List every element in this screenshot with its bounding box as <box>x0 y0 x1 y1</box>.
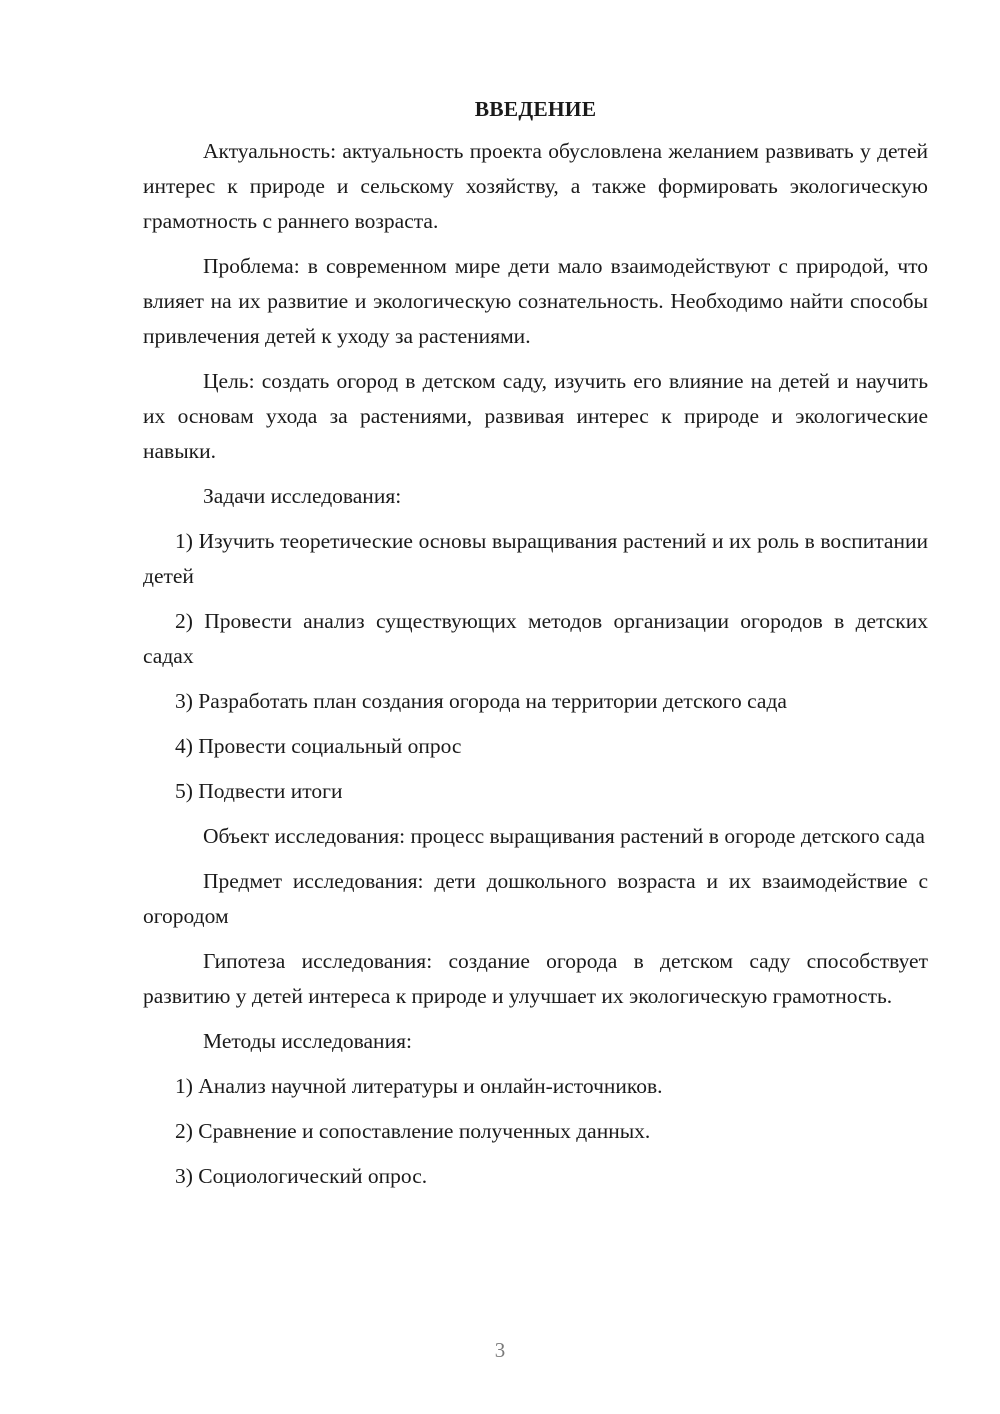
object-paragraph: Объект исследования: процесс выращивания растений в огороде детского сада <box>203 824 925 848</box>
page-number: 3 <box>494 1338 506 1362</box>
method-item: 2) Сравнение и сопоставление полученных данных. <box>175 1119 651 1143</box>
problem-paragraph: Проблема: в современном мире дети мало взаимодействуют с природой, что влияет на их развитие и экологическую сознательность. Необходимо найти способы привлечения детей к уходу за растениями. <box>143 254 928 348</box>
task-item: 3) Разработать план создания огорода на территории детского сада <box>175 689 787 713</box>
method-item: 1) Анализ научной литературы и онлайн-источников. <box>175 1074 663 1098</box>
task-item: 4) Провести социальный опрос <box>175 734 462 758</box>
method-item: 3) Социологический опрос. <box>175 1164 428 1188</box>
methods-heading: Методы исследования: <box>203 1029 412 1053</box>
page-content <box>143 92 928 1204</box>
task-item: 2) Провести анализ существующих методов организации огородов в детских садах <box>143 609 928 668</box>
task-item: 5) Подвести итоги <box>175 779 343 803</box>
tasks-heading: Задачи исследования: <box>203 484 402 508</box>
section-title: ВВЕДЕНИЕ <box>474 97 597 121</box>
relevance-paragraph: Актуальность: актуальность проекта обусловлена желанием развивать у детей интерес к природе и сельскому хозяйству, а также формировать экологическую грамотность с раннего возраста. <box>143 139 928 233</box>
task-item: 1) Изучить теоретические основы выращивания растений и их роль в воспитании детей <box>143 529 928 588</box>
hypothesis-paragraph: Гипотеза исследования: создание огорода в детском саду способствует развитию у детей интереса к природе и улучшает их экологическую грамотность. <box>143 949 928 1008</box>
goal-paragraph: Цель: создать огород в детском саду, изучить его влияние на детей и научить их основам ухода за растениями, развивая интерес к природе и экологические навыки. <box>143 369 928 463</box>
subject-paragraph: Предмет исследования: дети дошкольного возраста и их взаимодействие с огородом <box>143 869 928 928</box>
